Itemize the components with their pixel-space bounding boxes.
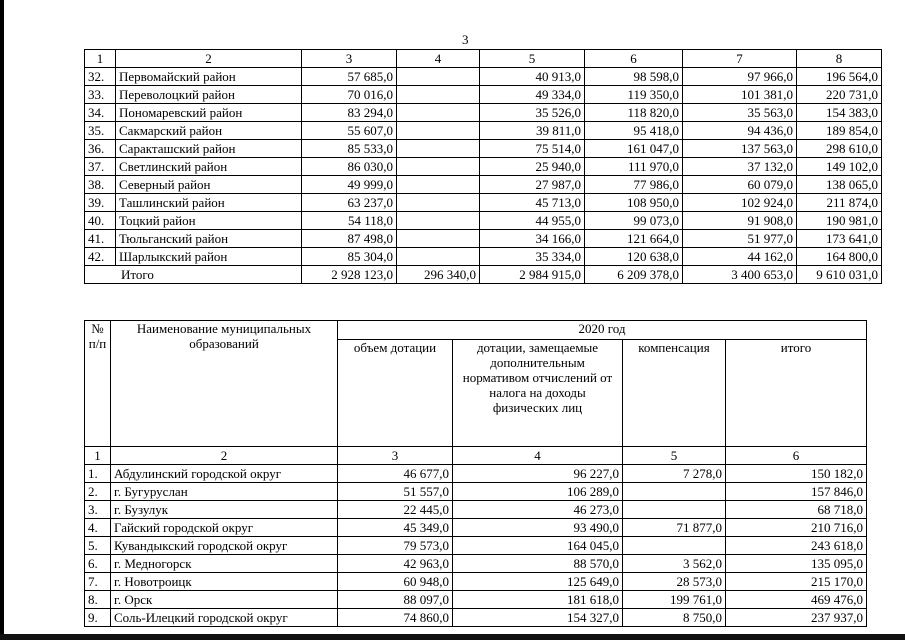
value-c6: 243 618,0: [726, 537, 867, 555]
row-number: 36.: [85, 140, 116, 158]
table-row: [85, 104, 882, 122]
value-c7: 94 436,0: [683, 122, 797, 140]
value-c5: 27 987,0: [480, 176, 585, 194]
district-name: Сакмарский район: [116, 122, 302, 140]
col-number: 4: [453, 447, 623, 465]
value-c8: 154 383,0: [797, 104, 882, 122]
col-number: 6: [726, 447, 867, 465]
row-number: 9.: [85, 609, 111, 627]
value-c6: 135 095,0: [726, 555, 867, 573]
value-c6: 161 047,0: [585, 140, 683, 158]
value-c6: 118 820,0: [585, 104, 683, 122]
district-name: Шарлыкский район: [116, 248, 302, 266]
value-c8: 298 610,0: [797, 140, 882, 158]
value-c6: 111 970,0: [585, 158, 683, 176]
value-c6: 469 476,0: [726, 591, 867, 609]
total-c8: 9 610 031,0: [797, 266, 882, 284]
value-c5: 7 278,0: [623, 465, 726, 483]
value-c6: 210 716,0: [726, 519, 867, 537]
header-year: 2020 год: [338, 321, 867, 340]
value-c4: 181 618,0: [453, 591, 623, 609]
municipality-name: г. Медногорск: [111, 555, 338, 573]
value-c8: 220 731,0: [797, 86, 882, 104]
col-number: 8: [797, 50, 882, 68]
table-row: [85, 230, 882, 248]
value-c7: 44 162,0: [683, 248, 797, 266]
row-number: 42.: [85, 248, 116, 266]
value-c3: 42 963,0: [338, 555, 453, 573]
district-name: Тюльганский район: [116, 230, 302, 248]
municipality-name: Гайский городской округ: [111, 519, 338, 537]
value-c4: [397, 158, 480, 176]
value-c4: 96 227,0: [453, 465, 623, 483]
col-number: 1: [85, 447, 111, 465]
value-c7: 51 977,0: [683, 230, 797, 248]
col-number: 3: [338, 447, 453, 465]
value-c3: 49 999,0: [302, 176, 397, 194]
value-c5: 28 573,0: [623, 573, 726, 591]
value-c7: 97 966,0: [683, 68, 797, 86]
value-c3: 85 533,0: [302, 140, 397, 158]
value-c3: 45 349,0: [338, 519, 453, 537]
value-c8: 138 065,0: [797, 176, 882, 194]
district-name: Первомайский район: [116, 68, 302, 86]
table-row: [85, 140, 882, 158]
row-number: 3.: [85, 501, 111, 519]
value-c4: [397, 104, 480, 122]
table-row: [85, 501, 867, 519]
district-name: Переволоцкий район: [116, 86, 302, 104]
value-c4: 88 570,0: [453, 555, 623, 573]
municipality-name: г. Бузулук: [111, 501, 338, 519]
header-replaced-dotation: дотации, замещаемые дополнительным нормативом отчислений от налога на доходы физических лиц: [453, 340, 623, 447]
value-c8: 173 641,0: [797, 230, 882, 248]
value-c3: 87 498,0: [302, 230, 397, 248]
page-number: 3: [462, 32, 469, 47]
col-number: 7: [683, 50, 797, 68]
table-row: [85, 537, 867, 555]
header-num: № п/п: [85, 321, 111, 447]
row-number: 39.: [85, 194, 116, 212]
value-c7: 101 381,0: [683, 86, 797, 104]
value-c7: 37 132,0: [683, 158, 797, 176]
col-number: 2: [111, 447, 338, 465]
value-c4: [397, 212, 480, 230]
value-c5: 44 955,0: [480, 212, 585, 230]
row-number: 8.: [85, 591, 111, 609]
table-row: [85, 248, 882, 266]
value-c8: 190 981,0: [797, 212, 882, 230]
value-c5: 45 713,0: [480, 194, 585, 212]
value-c7: 91 908,0: [683, 212, 797, 230]
value-c3: 85 304,0: [302, 248, 397, 266]
table-row: [85, 609, 867, 627]
row-number: 38.: [85, 176, 116, 194]
district-name: Северный район: [116, 176, 302, 194]
value-c3: 74 860,0: [338, 609, 453, 627]
row-number: 32.: [85, 68, 116, 86]
table-row: [85, 591, 867, 609]
header-total: итого: [726, 340, 867, 447]
table-row: [85, 68, 882, 86]
col-number: 1: [85, 50, 116, 68]
value-c6: 95 418,0: [585, 122, 683, 140]
value-c3: 51 557,0: [338, 483, 453, 501]
row-number: 35.: [85, 122, 116, 140]
value-c4: [397, 86, 480, 104]
value-c5: 40 913,0: [480, 68, 585, 86]
value-c4: 106 289,0: [453, 483, 623, 501]
row-number: 2.: [85, 483, 111, 501]
row-number: 37.: [85, 158, 116, 176]
value-c3: 55 607,0: [302, 122, 397, 140]
district-name: Тоцкий район: [116, 212, 302, 230]
value-c5: 34 166,0: [480, 230, 585, 248]
value-c5: 75 514,0: [480, 140, 585, 158]
value-c4: 46 273,0: [453, 501, 623, 519]
col-number: 2: [116, 50, 302, 68]
row-number: 40.: [85, 212, 116, 230]
value-c3: 63 237,0: [302, 194, 397, 212]
value-c6: 68 718,0: [726, 501, 867, 519]
row-number: 34.: [85, 104, 116, 122]
value-c6: 121 664,0: [585, 230, 683, 248]
value-c6: 99 073,0: [585, 212, 683, 230]
total-row: [85, 266, 882, 284]
value-c8: 149 102,0: [797, 158, 882, 176]
column-number-row: [85, 50, 882, 68]
total-c3: 2 928 123,0: [302, 266, 397, 284]
value-c6: 120 638,0: [585, 248, 683, 266]
table-row: [85, 86, 882, 104]
table-row: [85, 212, 882, 230]
value-c8: 189 854,0: [797, 122, 882, 140]
header-compensation: компенсация: [623, 340, 726, 447]
value-c5: 71 877,0: [623, 519, 726, 537]
col-number: 4: [397, 50, 480, 68]
municipality-name: Абдулинский городской округ: [111, 465, 338, 483]
value-c3: 83 294,0: [302, 104, 397, 122]
value-c6: 77 986,0: [585, 176, 683, 194]
value-c5: 3 562,0: [623, 555, 726, 573]
value-c4: [397, 68, 480, 86]
header-name: Наименование муниципальных образований: [111, 321, 338, 447]
municipality-name: г. Орск: [111, 591, 338, 609]
value-c3: 86 030,0: [302, 158, 397, 176]
value-c4: 154 327,0: [453, 609, 623, 627]
table-row: [85, 122, 882, 140]
value-c8: 164 800,0: [797, 248, 882, 266]
table-row: [85, 194, 882, 212]
value-c8: 211 874,0: [797, 194, 882, 212]
table-row: [85, 555, 867, 573]
total-c7: 3 400 653,0: [683, 266, 797, 284]
value-c5: [623, 483, 726, 501]
value-c3: 88 097,0: [338, 591, 453, 609]
districts-table: [84, 49, 882, 284]
value-c5: 25 940,0: [480, 158, 585, 176]
value-c4: [397, 140, 480, 158]
municipality-name: Соль-Илецкий городской округ: [111, 609, 338, 627]
value-c4: 125 649,0: [453, 573, 623, 591]
row-number: 33.: [85, 86, 116, 104]
row-number: 5.: [85, 537, 111, 555]
value-c4: 93 490,0: [453, 519, 623, 537]
value-c3: 60 948,0: [338, 573, 453, 591]
scan-left-edge: [0, 0, 4, 640]
row-number: 6.: [85, 555, 111, 573]
value-c4: [397, 230, 480, 248]
value-c5: 35 526,0: [480, 104, 585, 122]
row-number: 7.: [85, 573, 111, 591]
table-row: [85, 519, 867, 537]
value-c7: 137 563,0: [683, 140, 797, 158]
total-c5: 2 984 915,0: [480, 266, 585, 284]
row-number: 1.: [85, 465, 111, 483]
value-c5: 8 750,0: [623, 609, 726, 627]
col-number: 3: [302, 50, 397, 68]
value-c5: 39 811,0: [480, 122, 585, 140]
value-c3: 57 685,0: [302, 68, 397, 86]
total-c4: 296 340,0: [397, 266, 480, 284]
col-number: 5: [623, 447, 726, 465]
value-c6: 237 937,0: [726, 609, 867, 627]
table-row: [85, 176, 882, 194]
value-c5: 49 334,0: [480, 86, 585, 104]
value-c6: 157 846,0: [726, 483, 867, 501]
value-c3: 54 118,0: [302, 212, 397, 230]
table-row: [85, 158, 882, 176]
municipality-name: г. Бугуруслан: [111, 483, 338, 501]
value-c6: 119 350,0: [585, 86, 683, 104]
header-dotation-volume: объем дотации: [338, 340, 453, 447]
value-c7: 35 563,0: [683, 104, 797, 122]
value-c7: 60 079,0: [683, 176, 797, 194]
scan-bottom-edge: [0, 634, 905, 640]
value-c5: 199 761,0: [623, 591, 726, 609]
row-number: 4.: [85, 519, 111, 537]
value-c6: 215 170,0: [726, 573, 867, 591]
table-row: [85, 465, 867, 483]
total-label: Итого: [85, 266, 302, 284]
value-c4: [397, 122, 480, 140]
value-c3: 46 677,0: [338, 465, 453, 483]
value-c4: 164 045,0: [453, 537, 623, 555]
value-c4: [397, 176, 480, 194]
value-c4: [397, 248, 480, 266]
district-name: Саракташский район: [116, 140, 302, 158]
table-row: [85, 483, 867, 501]
municipalities-table: [84, 320, 867, 627]
value-c8: 196 564,0: [797, 68, 882, 86]
district-name: Светлинский район: [116, 158, 302, 176]
col-number: 5: [480, 50, 585, 68]
value-c6: 98 598,0: [585, 68, 683, 86]
value-c6: 150 182,0: [726, 465, 867, 483]
table-row: [85, 573, 867, 591]
value-c3: 79 573,0: [338, 537, 453, 555]
municipality-name: г. Новотроицк: [111, 573, 338, 591]
value-c5: [623, 501, 726, 519]
col-number: 6: [585, 50, 683, 68]
row-number: 41.: [85, 230, 116, 248]
municipality-name: Кувандыкский городской округ: [111, 537, 338, 555]
total-c6: 6 209 378,0: [585, 266, 683, 284]
header-row: [85, 321, 867, 340]
value-c6: 108 950,0: [585, 194, 683, 212]
value-c7: 102 924,0: [683, 194, 797, 212]
value-c3: 22 445,0: [338, 501, 453, 519]
district-name: Ташлинский район: [116, 194, 302, 212]
value-c5: [623, 537, 726, 555]
value-c4: [397, 194, 480, 212]
value-c5: 35 334,0: [480, 248, 585, 266]
value-c3: 70 016,0: [302, 86, 397, 104]
column-number-row: [85, 447, 867, 465]
district-name: Пономаревский район: [116, 104, 302, 122]
